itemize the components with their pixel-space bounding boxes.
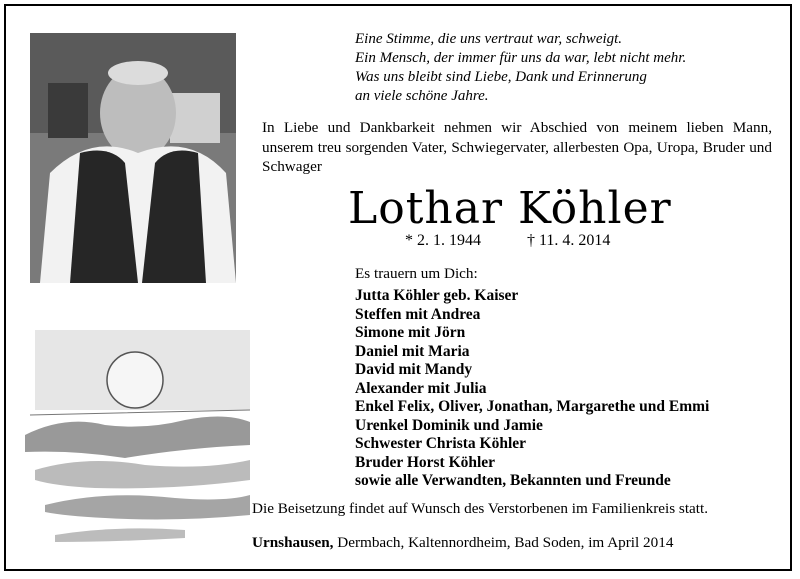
place-main: Urnshausen, [252, 534, 334, 551]
moon-landscape-sketch [25, 330, 250, 560]
mourner: Alexander mit Julia [355, 379, 487, 397]
life-dates [405, 232, 656, 250]
mourner: David mit Mandy [355, 361, 473, 378]
poem-line: Eine Stimme, die uns vertraut war, schweigt. [355, 31, 623, 47]
poem [355, 30, 686, 106]
mourners-list [355, 287, 709, 491]
mourner: Jutta Köhler geb. Kaiser [355, 287, 519, 304]
mourner: Simone mit Jörn [355, 324, 466, 341]
place-rest: Dermbach, Kaltennordheim, Bad Soden, im April 2014 [333, 534, 674, 551]
birth-date: * 2. 1. 1944 [405, 232, 481, 249]
mourner: Schwester Christa Köhler [355, 435, 527, 452]
mourner: Steffen mit Andrea [355, 305, 481, 323]
poem-line: an viele schöne Jahre. [355, 88, 489, 104]
portrait-photo [30, 33, 236, 283]
poem-line: Was uns bleibt sind Liebe, Dank und Erinnerung [355, 69, 647, 85]
deceased-name: Lothar Köhler [348, 183, 672, 234]
mourner: Bruder Horst Köhler [355, 453, 496, 471]
mourner: Urenkel Dominik und Jamie [355, 416, 543, 434]
mourner: Daniel mit Maria [355, 342, 470, 360]
death-date: † 11. 4. 2014 [527, 232, 611, 249]
mourners-heading: Es trauern um Dich: [355, 265, 478, 282]
place-date [252, 534, 673, 552]
mourner: Enkel Felix, Oliver, Jonathan, Margarethe und Emmi [355, 398, 710, 415]
poem-line: Ein Mensch, der immer für uns da war, lebt nicht mehr. [355, 50, 687, 66]
farewell-intro: In Liebe und Dankbarkeit nehmen wir Abschied von meinem lieben Mann, unserem treu sorgenden Vater, Schwiegervater, allerbesten Opa, Uropa, Bruder und Schwager [262, 119, 772, 175]
burial-notice: Die Beisetzung findet auf Wunsch des Verstorbenen im Familienkreis statt. [252, 500, 709, 517]
mourner: sowie alle Verwandten, Bekannten und Freunde [355, 472, 671, 489]
